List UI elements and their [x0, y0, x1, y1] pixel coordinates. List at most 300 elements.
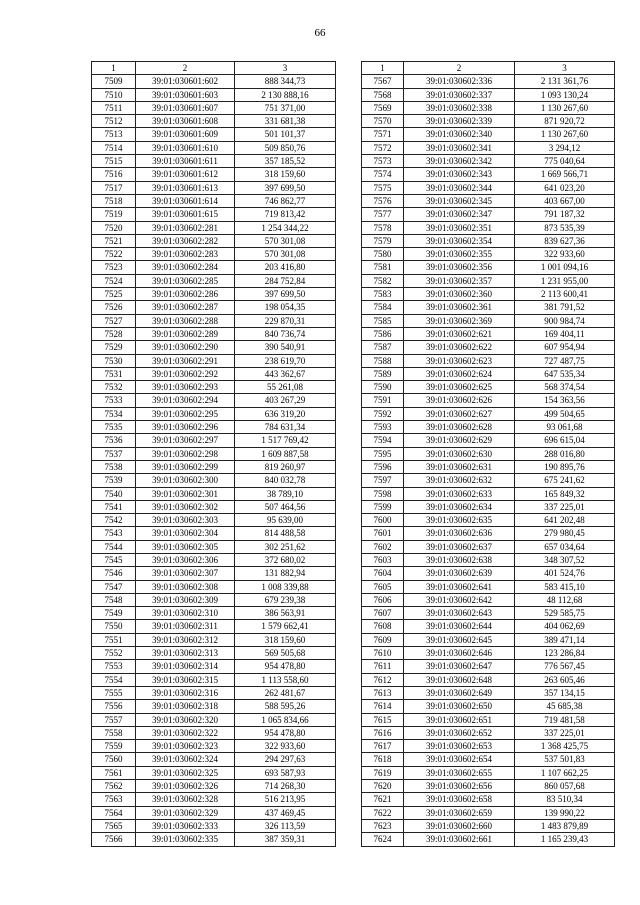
table-row [362, 288, 615, 301]
table-row [92, 514, 336, 527]
value-cell: 294 297,63 [235, 753, 336, 766]
column-header-3: 3 [515, 62, 615, 75]
value-cell: 719 813,42 [235, 208, 336, 221]
value-cell: 1 254 344,22 [235, 221, 336, 234]
value-cell: 814 488,58 [235, 527, 336, 540]
row-number-cell: 7592 [362, 407, 404, 420]
value-cell: 675 241,62 [515, 474, 615, 487]
row-number-cell: 7550 [92, 620, 136, 633]
row-number-cell: 7607 [362, 607, 404, 620]
value-cell: 516 213,95 [235, 793, 336, 806]
row-number-cell: 7559 [92, 740, 136, 753]
row-number-cell: 7571 [362, 128, 404, 141]
value-cell: 38 789,10 [235, 487, 336, 500]
cadastral-number-cell: 39:01:030602:339 [404, 115, 515, 128]
row-number-cell: 7551 [92, 633, 136, 646]
value-cell: 154 363,56 [515, 394, 615, 407]
value-cell: 238 619,70 [235, 354, 336, 367]
value-cell: 45 685,38 [515, 700, 615, 713]
table-row [92, 261, 336, 274]
value-cell: 1 130 267,60 [515, 101, 615, 114]
table-row [362, 833, 615, 846]
value-cell: 203 416,80 [235, 261, 336, 274]
value-cell: 139 990,22 [515, 806, 615, 819]
cadastral-number-cell: 39:01:030602:306 [136, 553, 235, 566]
table-row [362, 553, 615, 566]
row-number-cell: 7533 [92, 394, 136, 407]
table-row [362, 607, 615, 620]
cadastral-number-cell: 39:01:030602:340 [404, 128, 515, 141]
value-cell: 509 850,76 [235, 141, 336, 154]
row-number-cell: 7573 [362, 155, 404, 168]
value-cell: 1 579 662,41 [235, 620, 336, 633]
row-number-cell: 7620 [362, 780, 404, 793]
row-number-cell: 7619 [362, 766, 404, 779]
table-row [362, 381, 615, 394]
cadastral-number-cell: 39:01:030602:318 [136, 700, 235, 713]
cadastral-number-cell: 39:01:030602:324 [136, 753, 235, 766]
row-number-cell: 7511 [92, 101, 136, 114]
table-row [362, 168, 615, 181]
cadastral-number-cell: 39:01:030602:345 [404, 194, 515, 207]
table-row [362, 194, 615, 207]
table-row [92, 181, 336, 194]
header-row [362, 62, 615, 75]
row-number-cell: 7544 [92, 540, 136, 553]
table-row [92, 686, 336, 699]
row-number-cell: 7586 [362, 327, 404, 340]
row-number-cell: 7572 [362, 141, 404, 154]
value-cell: 322 933,60 [515, 248, 615, 261]
cadastral-number-cell: 39:01:030602:289 [136, 327, 235, 340]
table-row [362, 540, 615, 553]
value-cell: 1 165 239,43 [515, 833, 615, 846]
cadastral-number-cell: 39:01:030602:628 [404, 421, 515, 434]
cadastral-number-cell: 39:01:030602:328 [136, 793, 235, 806]
table-row [362, 101, 615, 114]
value-cell: 775 040,64 [515, 155, 615, 168]
cadastral-number-cell: 39:01:030602:343 [404, 168, 515, 181]
cadastral-number-cell: 39:01:030601:610 [136, 141, 235, 154]
cadastral-number-cell: 39:01:030602:661 [404, 833, 515, 846]
cadastral-number-cell: 39:01:030602:335 [136, 833, 235, 846]
cadastral-number-cell: 39:01:030602:644 [404, 620, 515, 633]
cadastral-number-cell: 39:01:030602:286 [136, 288, 235, 301]
table-row [362, 341, 615, 354]
table-row [92, 647, 336, 660]
table-row [362, 208, 615, 221]
value-cell: 190 895,76 [515, 460, 615, 473]
value-cell: 262 481,67 [235, 686, 336, 699]
cadastral-number-cell: 39:01:030602:356 [404, 261, 515, 274]
value-cell: 636 319,20 [235, 407, 336, 420]
table-row [362, 753, 615, 766]
value-cell: 1 008 339,88 [235, 580, 336, 593]
value-cell: 381 791,52 [515, 301, 615, 314]
table-row [92, 88, 336, 101]
value-cell: 1 001 094,16 [515, 261, 615, 274]
cadastral-number-cell: 39:01:030601:603 [136, 88, 235, 101]
cadastral-number-cell: 39:01:030602:658 [404, 793, 515, 806]
row-number-cell: 7576 [362, 194, 404, 207]
cadastral-number-cell: 39:01:030602:296 [136, 421, 235, 434]
value-cell: 954 478,80 [235, 726, 336, 739]
table-row [92, 833, 336, 846]
table-row [92, 447, 336, 460]
table-row [92, 806, 336, 819]
value-cell: 588 595,26 [235, 700, 336, 713]
value-cell: 263 605,46 [515, 673, 615, 686]
row-number-cell: 7529 [92, 341, 136, 354]
table-row [362, 354, 615, 367]
cadastral-number-cell: 39:01:030602:295 [136, 407, 235, 420]
table-row [92, 780, 336, 793]
table-row [92, 168, 336, 181]
value-cell: 657 034,64 [515, 540, 615, 553]
value-cell: 776 567,45 [515, 660, 615, 673]
table-row [92, 194, 336, 207]
row-number-cell: 7555 [92, 686, 136, 699]
row-number-cell: 7566 [92, 833, 136, 846]
table-row [92, 128, 336, 141]
cadastral-number-cell: 39:01:030601:611 [136, 155, 235, 168]
table-row [362, 567, 615, 580]
row-number-cell: 7546 [92, 567, 136, 580]
row-number-cell: 7526 [92, 301, 136, 314]
row-number-cell: 7514 [92, 141, 136, 154]
row-number-cell: 7524 [92, 274, 136, 287]
value-cell: 357 134,15 [515, 686, 615, 699]
value-cell: 1 113 558,60 [235, 673, 336, 686]
table-row [362, 301, 615, 314]
table-row [92, 381, 336, 394]
value-cell: 840 032,78 [235, 474, 336, 487]
row-number-cell: 7549 [92, 607, 136, 620]
registry-table-left [91, 61, 336, 847]
value-cell: 871 920,72 [515, 115, 615, 128]
cadastral-number-cell: 39:01:030602:638 [404, 553, 515, 566]
cadastral-number-cell: 39:01:030602:647 [404, 660, 515, 673]
row-number-cell: 7588 [362, 354, 404, 367]
cadastral-number-cell: 39:01:030602:341 [404, 141, 515, 154]
table-row [362, 740, 615, 753]
table-row [92, 726, 336, 739]
cadastral-number-cell: 39:01:030602:652 [404, 726, 515, 739]
value-cell: 318 159,60 [235, 633, 336, 646]
cadastral-number-cell: 39:01:030602:285 [136, 274, 235, 287]
cadastral-number-cell: 39:01:030602:293 [136, 381, 235, 394]
table-row [92, 633, 336, 646]
row-number-cell: 7603 [362, 553, 404, 566]
value-cell: 873 535,39 [515, 221, 615, 234]
row-number-cell: 7570 [362, 115, 404, 128]
row-number-cell: 7539 [92, 474, 136, 487]
value-cell: 95 639,00 [235, 514, 336, 527]
cadastral-number-cell: 39:01:030601:615 [136, 208, 235, 221]
table-row [362, 434, 615, 447]
cadastral-number-cell: 39:01:030602:314 [136, 660, 235, 673]
value-cell: 387 359,31 [235, 833, 336, 846]
row-number-cell: 7515 [92, 155, 136, 168]
table-row [92, 341, 336, 354]
cadastral-number-cell: 39:01:030602:631 [404, 460, 515, 473]
table-row [92, 434, 336, 447]
row-number-cell: 7545 [92, 553, 136, 566]
table-row [362, 141, 615, 154]
table-row [362, 633, 615, 646]
cadastral-number-cell: 39:01:030602:645 [404, 633, 515, 646]
cadastral-number-cell: 39:01:030602:648 [404, 673, 515, 686]
row-number-cell: 7521 [92, 234, 136, 247]
row-number-cell: 7531 [92, 367, 136, 380]
table-row [92, 700, 336, 713]
value-cell: 55 261,08 [235, 381, 336, 394]
row-number-cell: 7612 [362, 673, 404, 686]
row-number-cell: 7604 [362, 567, 404, 580]
row-number-cell: 7518 [92, 194, 136, 207]
value-cell: 198 054,35 [235, 301, 336, 314]
value-cell: 570 301,08 [235, 248, 336, 261]
row-number-cell: 7584 [362, 301, 404, 314]
value-cell: 499 504,65 [515, 407, 615, 420]
row-number-cell: 7560 [92, 753, 136, 766]
table-row [92, 593, 336, 606]
value-cell: 1 231 955,00 [515, 274, 615, 287]
cadastral-number-cell: 39:01:030602:304 [136, 527, 235, 540]
row-number-cell: 7616 [362, 726, 404, 739]
row-number-cell: 7513 [92, 128, 136, 141]
cadastral-number-cell: 39:01:030602:355 [404, 248, 515, 261]
table-row [362, 647, 615, 660]
cadastral-number-cell: 39:01:030602:284 [136, 261, 235, 274]
cadastral-number-cell: 39:01:030602:307 [136, 567, 235, 580]
table-row [92, 367, 336, 380]
row-number-cell: 7516 [92, 168, 136, 181]
table-row [92, 500, 336, 513]
row-number-cell: 7522 [92, 248, 136, 261]
row-number-cell: 7554 [92, 673, 136, 686]
value-cell: 337 225,01 [515, 726, 615, 739]
cadastral-number-cell: 39:01:030602:642 [404, 593, 515, 606]
cadastral-number-cell: 39:01:030602:625 [404, 381, 515, 394]
cadastral-number-cell: 39:01:030602:655 [404, 766, 515, 779]
cadastral-number-cell: 39:01:030602:322 [136, 726, 235, 739]
value-cell: 1 093 130,24 [515, 88, 615, 101]
cadastral-number-cell: 39:01:030602:650 [404, 700, 515, 713]
header-row [92, 62, 336, 75]
table-row [362, 234, 615, 247]
row-number-cell: 7542 [92, 514, 136, 527]
cadastral-number-cell: 39:01:030601:602 [136, 75, 235, 88]
row-number-cell: 7585 [362, 314, 404, 327]
row-number-cell: 7527 [92, 314, 136, 327]
cadastral-number-cell: 39:01:030602:320 [136, 713, 235, 726]
value-cell: 83 510,34 [515, 793, 615, 806]
row-number-cell: 7595 [362, 447, 404, 460]
value-cell: 1 065 834,66 [235, 713, 336, 726]
value-cell: 318 159,60 [235, 168, 336, 181]
table-row [362, 593, 615, 606]
row-number-cell: 7530 [92, 354, 136, 367]
table-row [92, 115, 336, 128]
value-cell: 860 057,68 [515, 780, 615, 793]
value-cell: 3 294,12 [515, 141, 615, 154]
row-number-cell: 7574 [362, 168, 404, 181]
value-cell: 819 260,97 [235, 460, 336, 473]
table-row [92, 75, 336, 88]
row-number-cell: 7593 [362, 421, 404, 434]
value-cell: 397 699,50 [235, 288, 336, 301]
table-row [362, 367, 615, 380]
row-number-cell: 7580 [362, 248, 404, 261]
value-cell: 443 362,67 [235, 367, 336, 380]
row-number-cell: 7597 [362, 474, 404, 487]
table-row [92, 673, 336, 686]
row-number-cell: 7525 [92, 288, 136, 301]
cadastral-number-cell: 39:01:030602:309 [136, 593, 235, 606]
table-row [362, 421, 615, 434]
value-cell: 641 023,20 [515, 181, 615, 194]
row-number-cell: 7578 [362, 221, 404, 234]
table-row [362, 780, 615, 793]
table-row [92, 620, 336, 633]
value-cell: 123 286,84 [515, 647, 615, 660]
row-number-cell: 7520 [92, 221, 136, 234]
value-cell: 529 585,75 [515, 607, 615, 620]
table-row [362, 819, 615, 832]
cadastral-number-cell: 39:01:030602:351 [404, 221, 515, 234]
cadastral-number-cell: 39:01:030602:646 [404, 647, 515, 660]
row-number-cell: 7608 [362, 620, 404, 633]
cadastral-number-cell: 39:01:030602:347 [404, 208, 515, 221]
cadastral-number-cell: 39:01:030602:653 [404, 740, 515, 753]
row-number-cell: 7581 [362, 261, 404, 274]
table-row [362, 806, 615, 819]
table-row [92, 354, 336, 367]
cadastral-number-cell: 39:01:030602:344 [404, 181, 515, 194]
cadastral-number-cell: 39:01:030602:301 [136, 487, 235, 500]
cadastral-number-cell: 39:01:030602:294 [136, 394, 235, 407]
cadastral-number-cell: 39:01:030602:305 [136, 540, 235, 553]
cadastral-number-cell: 39:01:030602:637 [404, 540, 515, 553]
column-header-2: 2 [136, 62, 235, 75]
value-cell: 840 736,74 [235, 327, 336, 340]
row-number-cell: 7590 [362, 381, 404, 394]
table-row [362, 407, 615, 420]
row-number-cell: 7613 [362, 686, 404, 699]
registry-table-right [361, 61, 615, 847]
cadastral-number-cell: 39:01:030602:292 [136, 367, 235, 380]
cadastral-number-cell: 39:01:030602:310 [136, 607, 235, 620]
row-number-cell: 7589 [362, 367, 404, 380]
value-cell: 568 374,54 [515, 381, 615, 394]
value-cell: 714 268,30 [235, 780, 336, 793]
cadastral-number-cell: 39:01:030602:315 [136, 673, 235, 686]
table-row [92, 248, 336, 261]
cadastral-number-cell: 39:01:030601:613 [136, 181, 235, 194]
table-row [92, 314, 336, 327]
value-cell: 2 113 600,41 [515, 288, 615, 301]
value-cell: 719 481,58 [515, 713, 615, 726]
row-number-cell: 7582 [362, 274, 404, 287]
table-row [92, 221, 336, 234]
row-number-cell: 7552 [92, 647, 136, 660]
cadastral-number-cell: 39:01:030601:614 [136, 194, 235, 207]
value-cell: 1 368 425,75 [515, 740, 615, 753]
value-cell: 696 615,04 [515, 434, 615, 447]
row-number-cell: 7557 [92, 713, 136, 726]
table-row [362, 460, 615, 473]
cadastral-number-cell: 39:01:030602:312 [136, 633, 235, 646]
table-row [362, 115, 615, 128]
value-cell: 403 667,00 [515, 194, 615, 207]
row-number-cell: 7575 [362, 181, 404, 194]
table-row [362, 221, 615, 234]
table-row [92, 540, 336, 553]
cadastral-number-cell: 39:01:030602:659 [404, 806, 515, 819]
table-row [362, 75, 615, 88]
value-cell: 437 469,45 [235, 806, 336, 819]
row-number-cell: 7623 [362, 819, 404, 832]
value-cell: 288 016,80 [515, 447, 615, 460]
cadastral-number-cell: 39:01:030602:291 [136, 354, 235, 367]
table-row [92, 487, 336, 500]
table-row [362, 88, 615, 101]
row-number-cell: 7594 [362, 434, 404, 447]
cadastral-number-cell: 39:01:030602:361 [404, 301, 515, 314]
value-cell: 2 131 361,76 [515, 75, 615, 88]
cadastral-number-cell: 39:01:030602:297 [136, 434, 235, 447]
row-number-cell: 7537 [92, 447, 136, 460]
cadastral-number-cell: 39:01:030602:623 [404, 354, 515, 367]
table-row [92, 407, 336, 420]
table-row [362, 181, 615, 194]
cadastral-number-cell: 39:01:030602:357 [404, 274, 515, 287]
value-cell: 570 301,08 [235, 234, 336, 247]
table-row [362, 248, 615, 261]
row-number-cell: 7601 [362, 527, 404, 540]
value-cell: 337 225,01 [515, 500, 615, 513]
value-cell: 693 587,93 [235, 766, 336, 779]
value-cell: 229 870,31 [235, 314, 336, 327]
row-number-cell: 7532 [92, 381, 136, 394]
value-cell: 390 540,91 [235, 341, 336, 354]
value-cell: 93 061,68 [515, 421, 615, 434]
cadastral-number-cell: 39:01:030601:608 [136, 115, 235, 128]
cadastral-number-cell: 39:01:030602:627 [404, 407, 515, 420]
row-number-cell: 7621 [362, 793, 404, 806]
row-number-cell: 7510 [92, 88, 136, 101]
row-number-cell: 7534 [92, 407, 136, 420]
row-number-cell: 7561 [92, 766, 136, 779]
table-row [362, 686, 615, 699]
table-row [92, 753, 336, 766]
table-row [362, 155, 615, 168]
cadastral-number-cell: 39:01:030602:639 [404, 567, 515, 580]
table-row [362, 766, 615, 779]
value-cell: 607 954,94 [515, 341, 615, 354]
cadastral-number-cell: 39:01:030602:311 [136, 620, 235, 633]
cadastral-number-cell: 39:01:030602:649 [404, 686, 515, 699]
table-row [92, 288, 336, 301]
value-cell: 501 101,37 [235, 128, 336, 141]
row-number-cell: 7609 [362, 633, 404, 646]
cadastral-number-cell: 39:01:030602:630 [404, 447, 515, 460]
table-row [362, 394, 615, 407]
cadastral-number-cell: 39:01:030602:651 [404, 713, 515, 726]
value-cell: 537 501,83 [515, 753, 615, 766]
value-cell: 1 609 887,58 [235, 447, 336, 460]
